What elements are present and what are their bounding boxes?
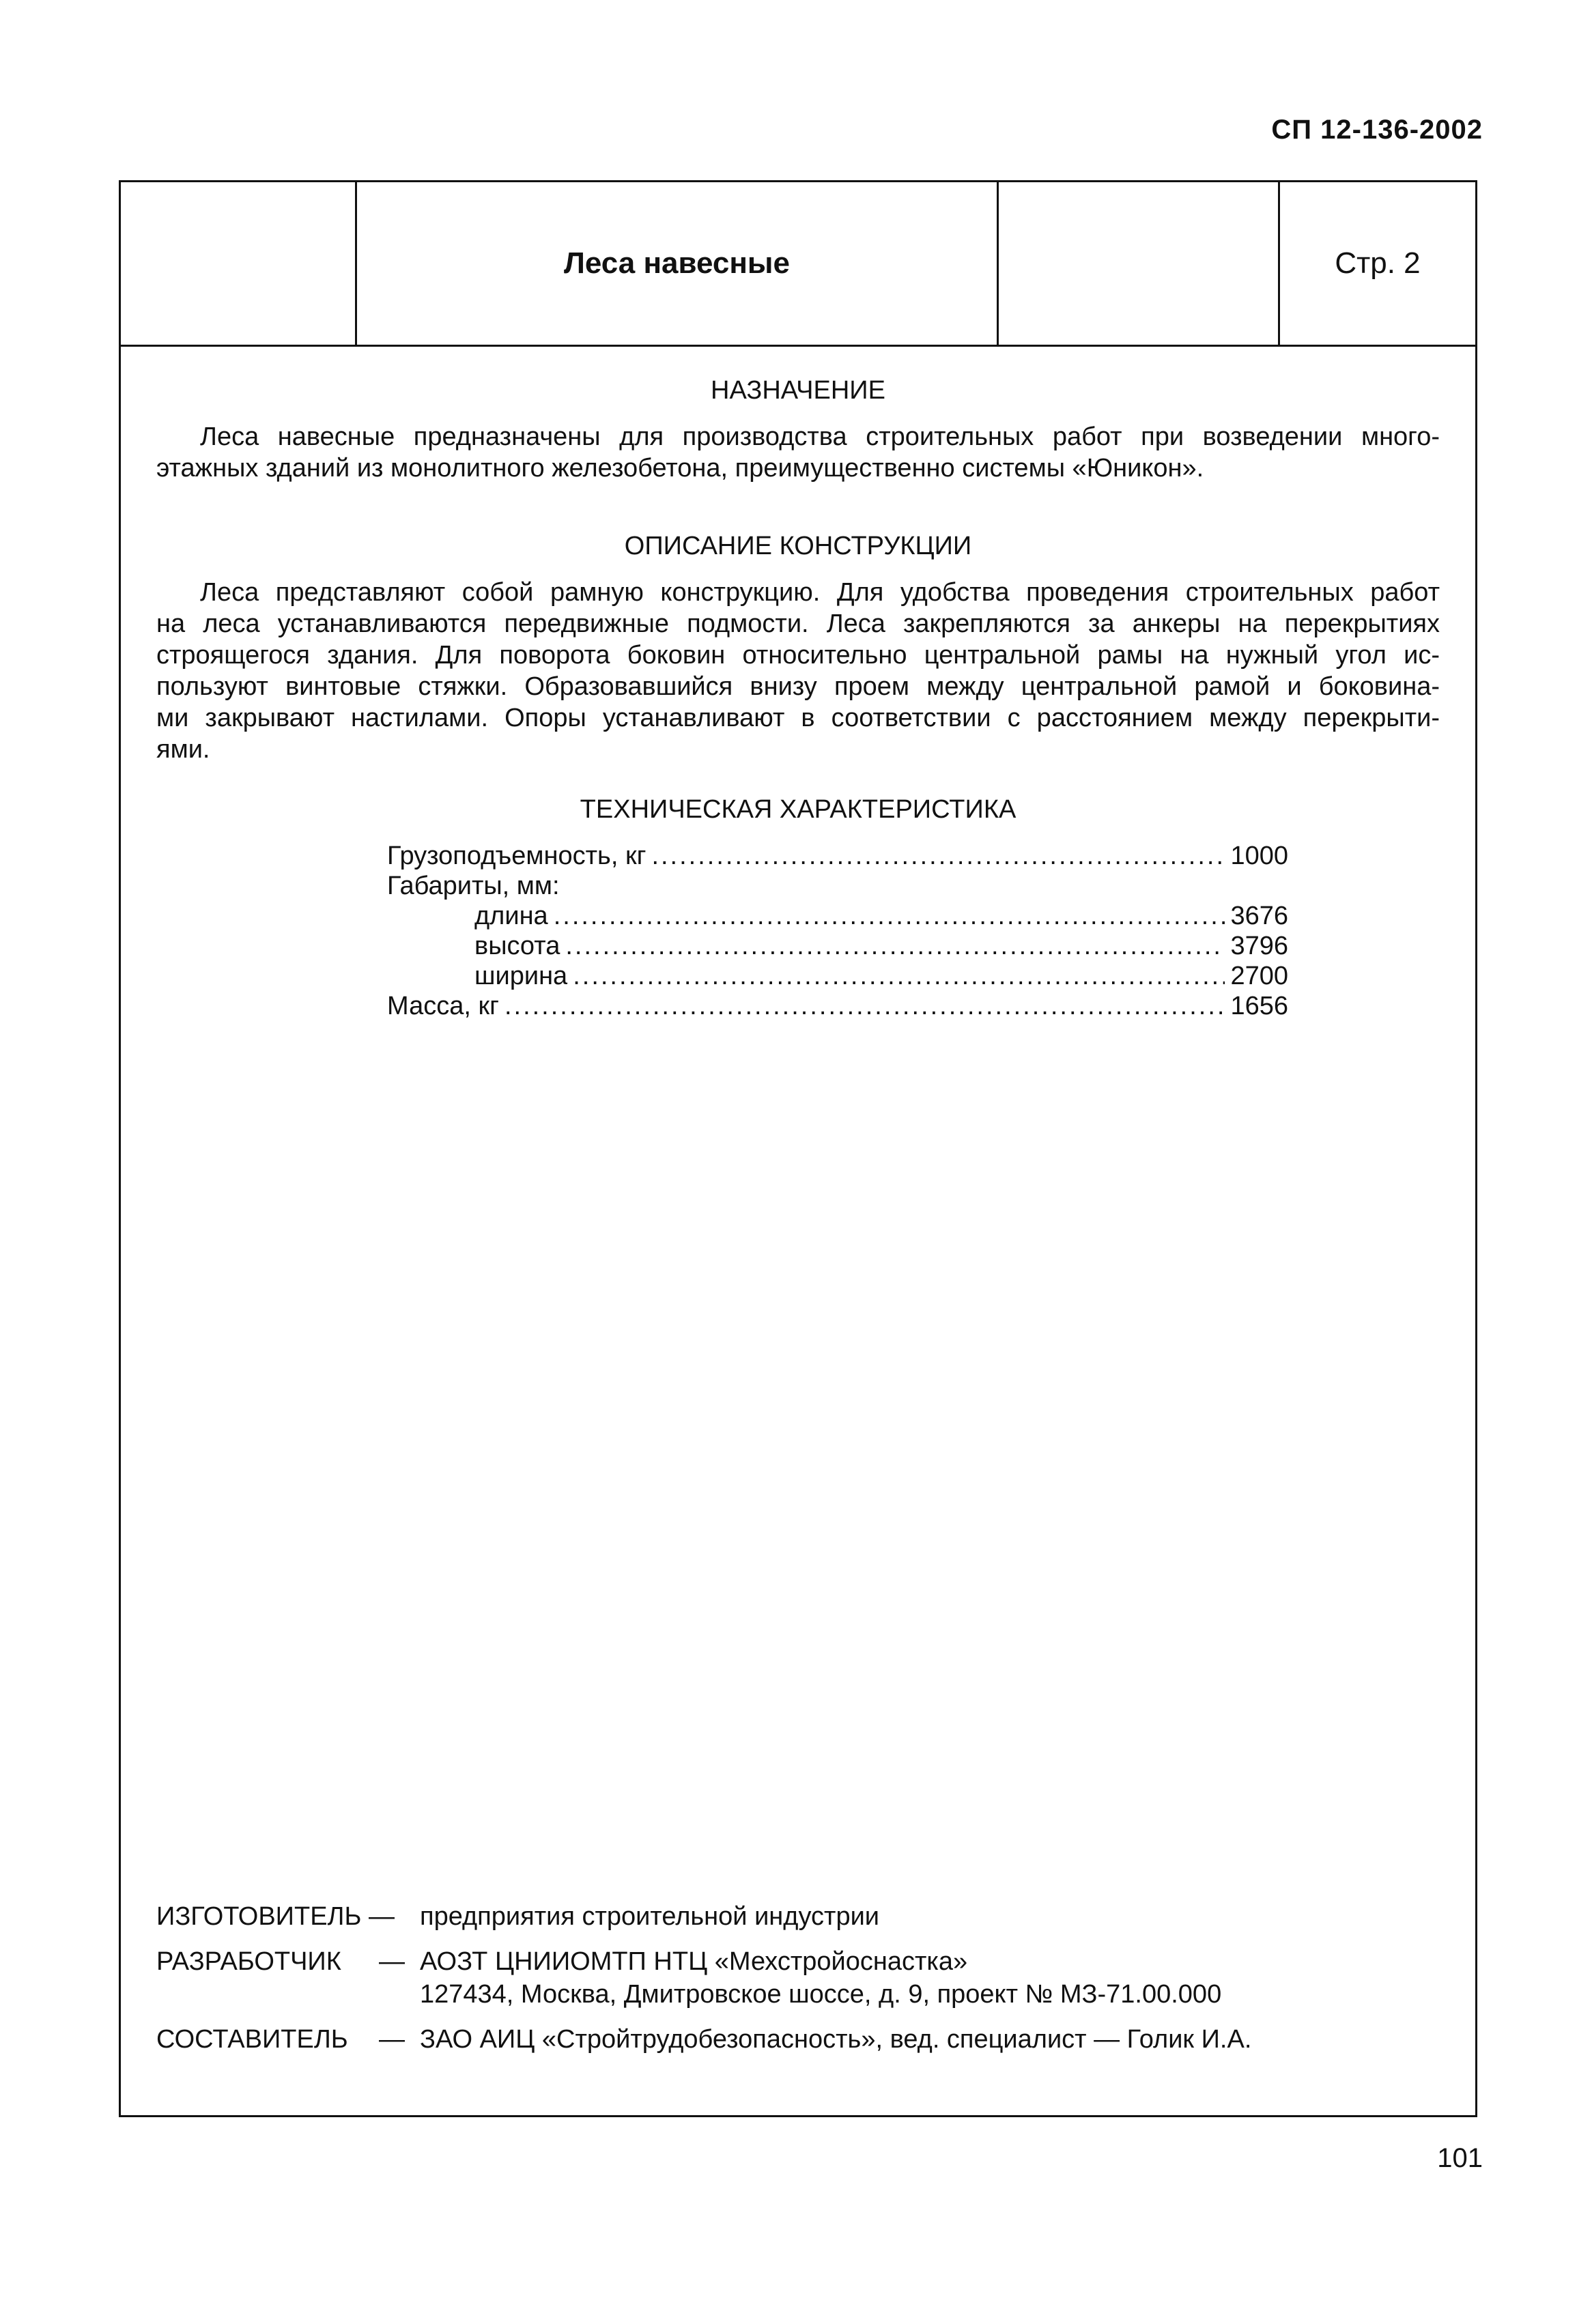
spec-label: Масса, кг	[387, 992, 499, 1020]
page-label: Стр. 2	[1335, 246, 1421, 280]
spec-label: ширина	[474, 962, 568, 990]
title-block	[121, 182, 1475, 347]
spec-row-height	[387, 932, 1288, 962]
spec-value: 1000	[1230, 842, 1288, 870]
page-number: 101	[1437, 2143, 1483, 2173]
credit-key: СОСТАВИТЕЛЬ	[156, 2025, 348, 2054]
credit-key: РАЗРАБОТЧИК	[156, 1947, 341, 1976]
credit-dash: —	[379, 1947, 405, 1976]
credit-value: ЗАО АИЦ «Стройтрудобезопасность», вед. специалист — Голик И.А.	[420, 2025, 1252, 2054]
credits-block	[156, 1902, 1251, 2058]
section-title-purpose: НАЗНАЧЕНИЕ	[711, 376, 885, 405]
spec-label: Грузоподъемность, кг	[387, 842, 646, 870]
credit-row-developer	[156, 1947, 1251, 1980]
spec-row-dimensions	[387, 872, 1288, 902]
spec-label: Габариты, мм:	[387, 872, 560, 900]
spec-label: высота	[474, 932, 560, 960]
title-block-cell-empty-left	[121, 182, 357, 345]
dot-leader	[565, 932, 1225, 961]
credit-dash: —	[379, 2025, 405, 2054]
document-frame	[119, 180, 1477, 2117]
dot-leader	[573, 962, 1225, 991]
description-line: Леса представляют собой рамную конструкцию. Для удобства проведения строительных работ	[200, 578, 1440, 607]
section-title-specs: ТЕХНИЧЕСКАЯ ХАРАКТЕРИСТИКА	[580, 795, 1017, 824]
description-line: на леса устанавливаются передвижные подмости. Леса закрепляются за анкеры на перекрытиях	[156, 609, 1440, 638]
specs-list	[387, 842, 1288, 1022]
dot-leader	[504, 992, 1225, 1021]
description-line: ми закрывают настилами. Опоры устанавливают в соответствии с расстоянием между перекрыти-	[156, 704, 1440, 732]
credit-row-developer-address	[156, 1980, 1251, 2013]
document-code: СП 12-136-2002	[1271, 115, 1483, 145]
purpose-line: этажных зданий из монолитного железобетона, преимущественно системы «Юникон».	[156, 454, 1204, 483]
description-line: пользуют винтовые стяжки. Образовавшийся внизу проем между центральной рамой и боковина-	[156, 672, 1440, 701]
description-paragraph	[156, 577, 1440, 765]
spec-label: длина	[474, 902, 548, 930]
credit-row-compiler	[156, 2025, 1251, 2058]
spec-row-mass	[387, 992, 1288, 1022]
credit-value: предприятия строительной индустрии	[420, 1902, 880, 1931]
credit-row-manufacturer	[156, 1902, 1251, 1935]
spec-row-capacity	[387, 842, 1288, 872]
spec-row-length	[387, 902, 1288, 932]
purpose-line: Леса навесные предназначены для производства строительных работ при возведении много-	[200, 422, 1440, 451]
spec-row-width	[387, 962, 1288, 992]
section-title-description: ОПИСАНИЕ КОНСТРУКЦИИ	[624, 532, 972, 560]
document-title: Леса навесные	[357, 182, 999, 345]
credit-value: АОЗТ ЦНИИОМТП НТЦ «Мехстройоснастка»	[420, 1947, 968, 1976]
spec-value: 2700	[1230, 962, 1288, 990]
spec-value: 3676	[1230, 902, 1288, 930]
spec-value: 3796	[1230, 932, 1288, 960]
description-line: строящегося здания. Для поворота боковин относительно центральной рамы на нужный угол ис-	[156, 641, 1440, 670]
spec-value: 1656	[1230, 992, 1288, 1020]
credit-address: 127434, Москва, Дмитровское шоссе, д. 9, проект № МЗ-71.00.000	[420, 1980, 1222, 2009]
credit-key: ИЗГОТОВИТЕЛЬ —	[156, 1902, 395, 1931]
title-block-cell-empty-right	[999, 182, 1280, 345]
purpose-paragraph	[156, 421, 1440, 484]
dot-leader	[651, 842, 1225, 871]
dot-leader	[554, 902, 1225, 931]
description-line: ями.	[156, 735, 210, 764]
